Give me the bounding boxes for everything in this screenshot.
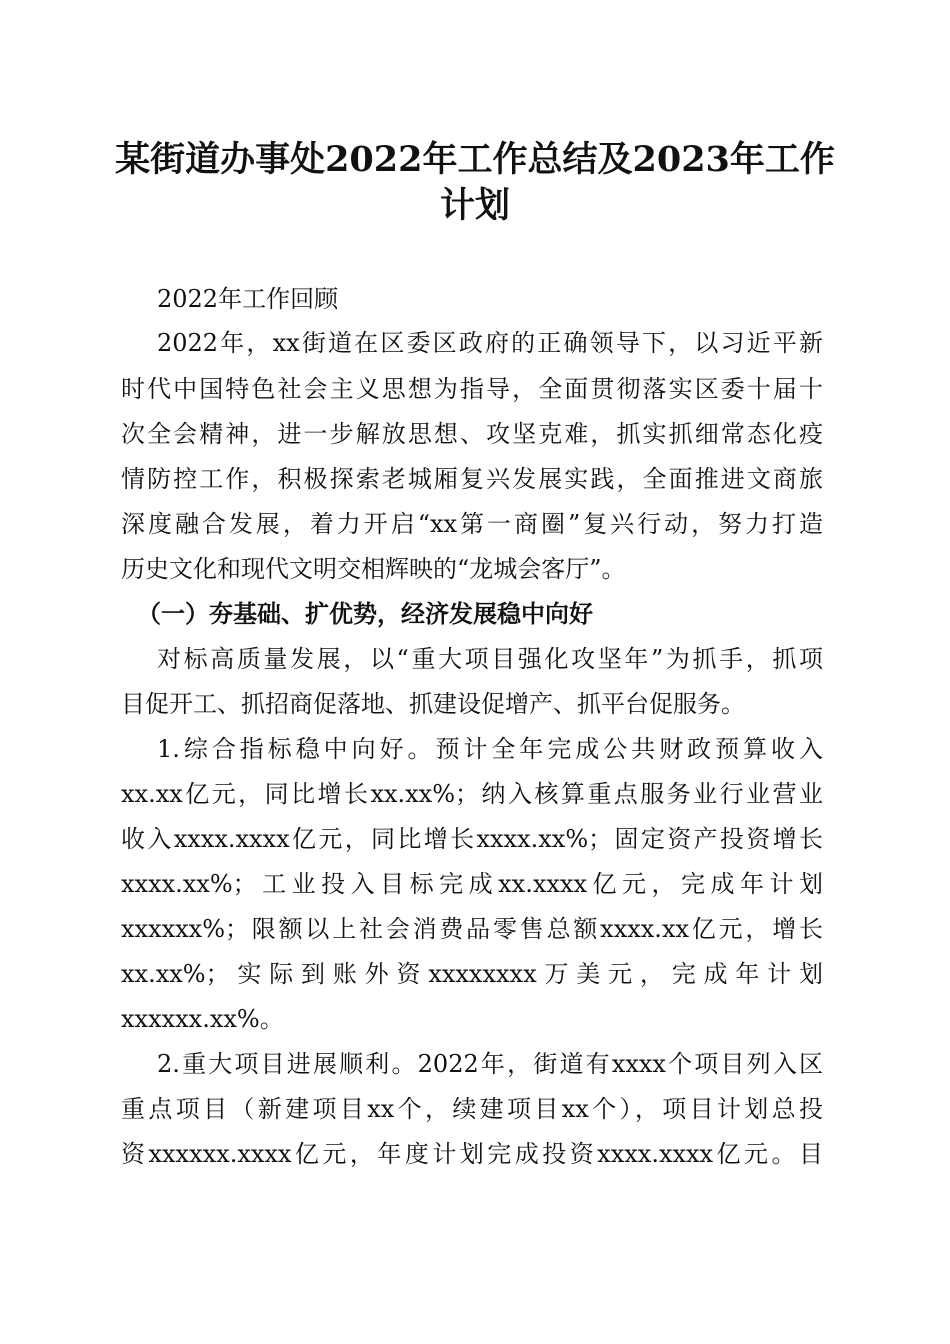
paragraph-line: 2.重大项目进展顺利。2022年，街道有xxxx个项目列入区 (157, 1050, 823, 1078)
paragraph-line: 对标高质量发展，以“重大项目强化攻坚年”为抓手，抓项 (157, 645, 823, 673)
paragraph-line: 目促开工、抓招商促落地、抓建设促增产、抓平台促服务。 (121, 690, 745, 718)
paragraph-line: xxxx.xx%；工业投入目标完成xx.xxxx亿元，完成年计划 (121, 870, 823, 898)
document-title-line-1: 某街道办事处2022年工作总结及2023年工作 (115, 139, 835, 180)
paragraph-line: 历史文化和现代文明交相辉映的“龙城会客厅”。 (121, 555, 626, 583)
document-title-line-2: 计划 (439, 185, 510, 226)
paragraph-line: xxxxxx%；限额以上社会消费品零售总额xxxx.xx亿元，增长 (121, 915, 823, 943)
paragraph-line: xx.xx亿元，同比增长xx.xx%；纳入核算重点服务业行业营业 (121, 780, 823, 808)
paragraph-line: 次全会精神，进一步解放思想、攻坚克难，抓实抓细常态化疫 (121, 420, 823, 448)
paragraph-line: 重点项目（新建项目xx个，续建项目xx个），项目计划总投 (121, 1095, 823, 1123)
paragraph-line: 深度融合发展，着力开启“xx第一商圈”复兴行动，努力打造 (121, 510, 823, 538)
paragraph-line: 收入xxxx.xxxx亿元，同比增长xxxx.xx%；固定资产投资增长 (121, 825, 823, 853)
paragraph-line: xx.xx%；实际到账外资xxxxxxxx万美元，完成年计划 (121, 960, 823, 988)
paragraph-line: 时代中国特色社会主义思想为指导，全面贯彻落实区委十届十 (121, 375, 823, 403)
paragraph-line: xxxxxx.xx%。 (121, 1005, 284, 1033)
paragraph-line: 1.综合指标稳中向好。预计全年完成公共财政预算收入 (157, 735, 823, 763)
subsection-heading-1: （一）夯基础、扩优势，经济发展稳中向好 (137, 599, 593, 628)
paragraph-line: 2022年，xx街道在区委区政府的正确领导下，以习近平新 (157, 329, 823, 357)
section-heading-2022-review: 2022年工作回顾 (157, 285, 339, 313)
paragraph-line: 情防控工作，积极探索老城厢复兴发展实践，全面推进文商旅 (121, 465, 823, 493)
paragraph-line: 资xxxxxx.xxxx亿元，年度计划完成投资xxxx.xxxx亿元。目 (121, 1140, 823, 1168)
